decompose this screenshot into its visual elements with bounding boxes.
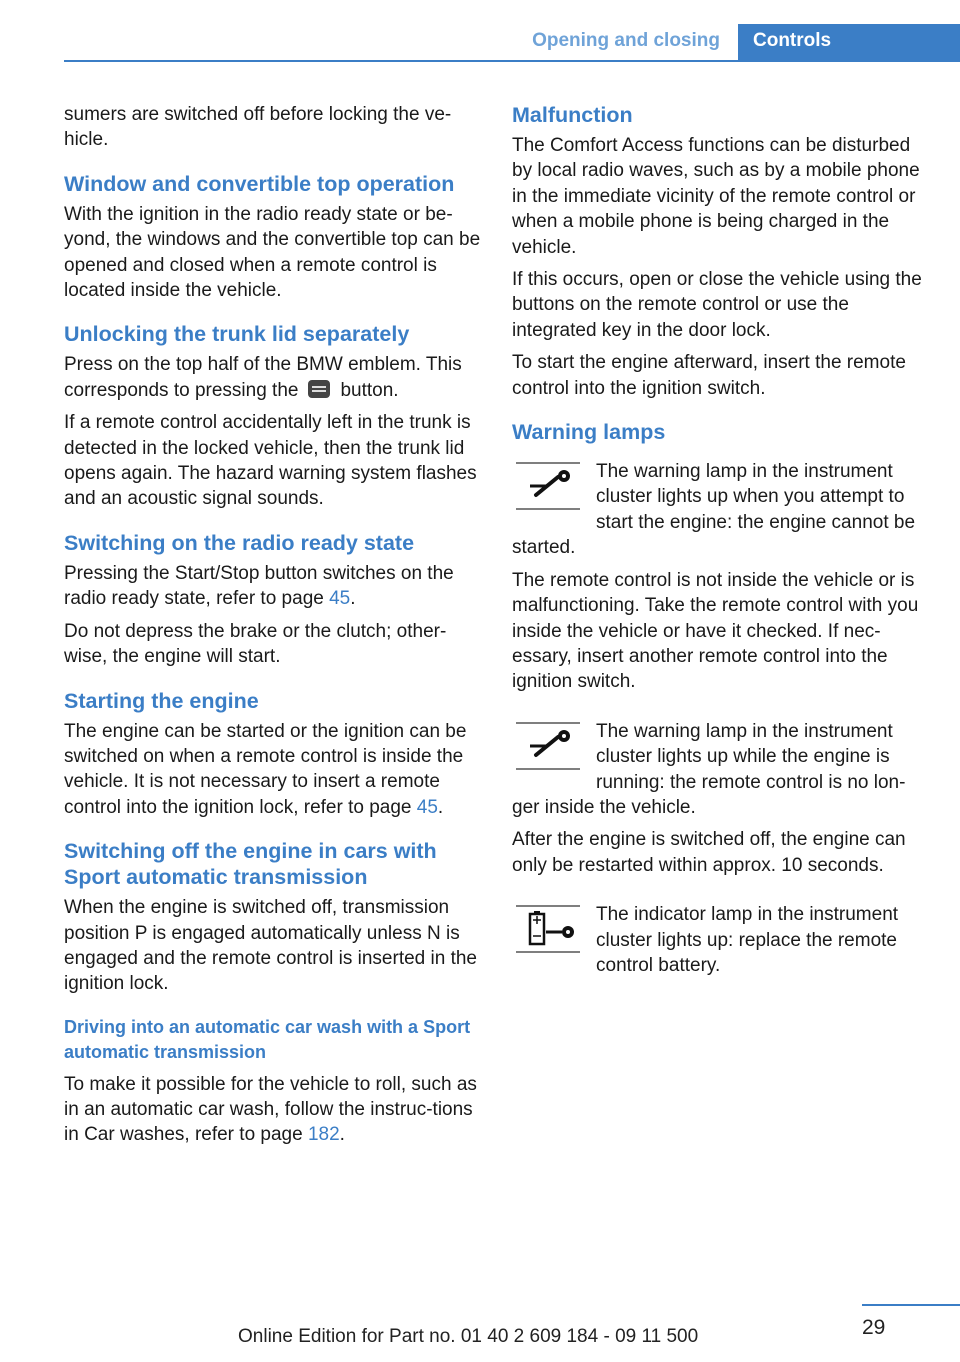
- paragraph: Do not depress the brake or the clutch; other-wise, the engine will start.: [64, 620, 447, 668]
- header-chapter-label: Controls: [753, 30, 832, 51]
- left-column: [64, 102, 482, 1155]
- subheading-car-wash: Driving into an automatic car wash with a Sport automatic transmission: [64, 1016, 471, 1063]
- text-run: .: [437, 796, 444, 818]
- heading-window-operation: Window and convertible top operation: [64, 171, 455, 196]
- heading-radio-ready: Switching on the radio ready state: [64, 530, 415, 555]
- page-number: 29: [862, 1316, 886, 1339]
- heading-switching-off-engine: Switching off the engine in cars with Sport automatic transmission: [64, 839, 437, 890]
- paragraph: [64, 352, 482, 403]
- paragraph: [64, 719, 482, 821]
- indicator-lamp-block: [512, 902, 930, 978]
- paragraph: If a remote control accidentally left in the trunk is detected in the locked vehicle, then the trunk lid opens again. The hazard warning system flashes and an acoustic signal sounds.: [64, 412, 477, 510]
- trunk-button-icon: [308, 380, 330, 398]
- header-section-title: Opening and closing: [532, 30, 720, 51]
- key-warning-icon: [512, 719, 584, 773]
- header-chapter-tab: [738, 24, 960, 62]
- paragraph: [64, 561, 482, 612]
- lamp-description: The warning lamp in the instrument cluster lights up when you attempt to start the engine: the engine cannot be started.: [512, 461, 916, 559]
- text-run: .: [350, 588, 356, 610]
- page-link[interactable]: 182: [307, 1124, 340, 1146]
- text-run: To make it possible for the vehicle to roll, such as in an automatic car wash, follow the instruc-tions in Car washes, refer to page: [64, 1073, 477, 1146]
- paragraph: With the ignition in the radio ready state or be-yond, the windows and the convertible top can be opened and closed when a remote control is located inside the vehicle.: [64, 203, 481, 302]
- warning-lamp-block: [512, 719, 930, 821]
- key-warning-icon: [512, 459, 584, 513]
- paragraph: After the engine is switched off, the engine can only be restarted within approx. 10 seconds.: [512, 829, 906, 876]
- paragraph: [64, 1072, 482, 1148]
- paragraph: To start the engine afterward, insert the remote control into the ignition switch.: [512, 352, 906, 399]
- paragraph: The remote control is not inside the vehicle or is malfunctioning. Take the remote control with you inside the vehicle or have it checked. If nec-essary, insert another remote control into the ignition switch.: [512, 569, 919, 693]
- footer-rule: [862, 1304, 960, 1306]
- text-run: The engine can be started or the ignition can be switched on when a remote control is inside the vehicle. It is not necessary to insert a remote control into the ignition lock, refer to page: [64, 720, 467, 818]
- lamp-description: The indicator lamp in the instrument cluster lights up: replace the remote control battery.: [596, 904, 899, 976]
- text-run: Press on the top half of the BMW emblem. This corresponds to pressing the: [64, 354, 462, 401]
- heading-unlock-trunk: Unlocking the trunk lid separately: [64, 322, 410, 347]
- warning-lamp-block: [512, 459, 930, 561]
- key-battery-icon: [512, 902, 584, 956]
- edition-note: Online Edition for Part no. 01 40 2 609 184 - 09 11 500: [238, 1326, 699, 1347]
- text-run: .: [339, 1124, 345, 1146]
- paragraph: The Comfort Access functions can be disturbed by local radio waves, such as by a mobile phone in the immediate vicinity of the remote control or when a mobile phone is being charged in the vehicle.: [512, 135, 920, 258]
- paragraph: sumers are switched off before locking the ve-hicle.: [64, 104, 452, 151]
- paragraph: When the engine is switched off, transmission position P is engaged automatically unless N is engaged and the remote control is inserted in the ignition lock.: [64, 897, 477, 995]
- right-column: [512, 102, 930, 985]
- text-run: button.: [340, 379, 399, 401]
- heading-malfunction: Malfunction: [512, 103, 633, 127]
- lamp-description: The warning lamp in the instrument cluster lights up while the engine is running: the remote control is no lon-ger inside the vehicle.: [512, 720, 906, 818]
- page-link[interactable]: 45: [416, 796, 438, 818]
- heading-starting-engine: Starting the engine: [64, 688, 259, 713]
- paragraph: If this occurs, open or close the vehicle using the buttons on the remote control or use the integrated key in the door lock.: [512, 269, 922, 341]
- page-link[interactable]: 45: [329, 588, 351, 610]
- header-rule: [64, 60, 960, 62]
- text-run: Pressing the Start/Stop button switches on the radio ready state, refer to page: [64, 562, 454, 610]
- heading-warning-lamps: Warning lamps: [512, 420, 666, 445]
